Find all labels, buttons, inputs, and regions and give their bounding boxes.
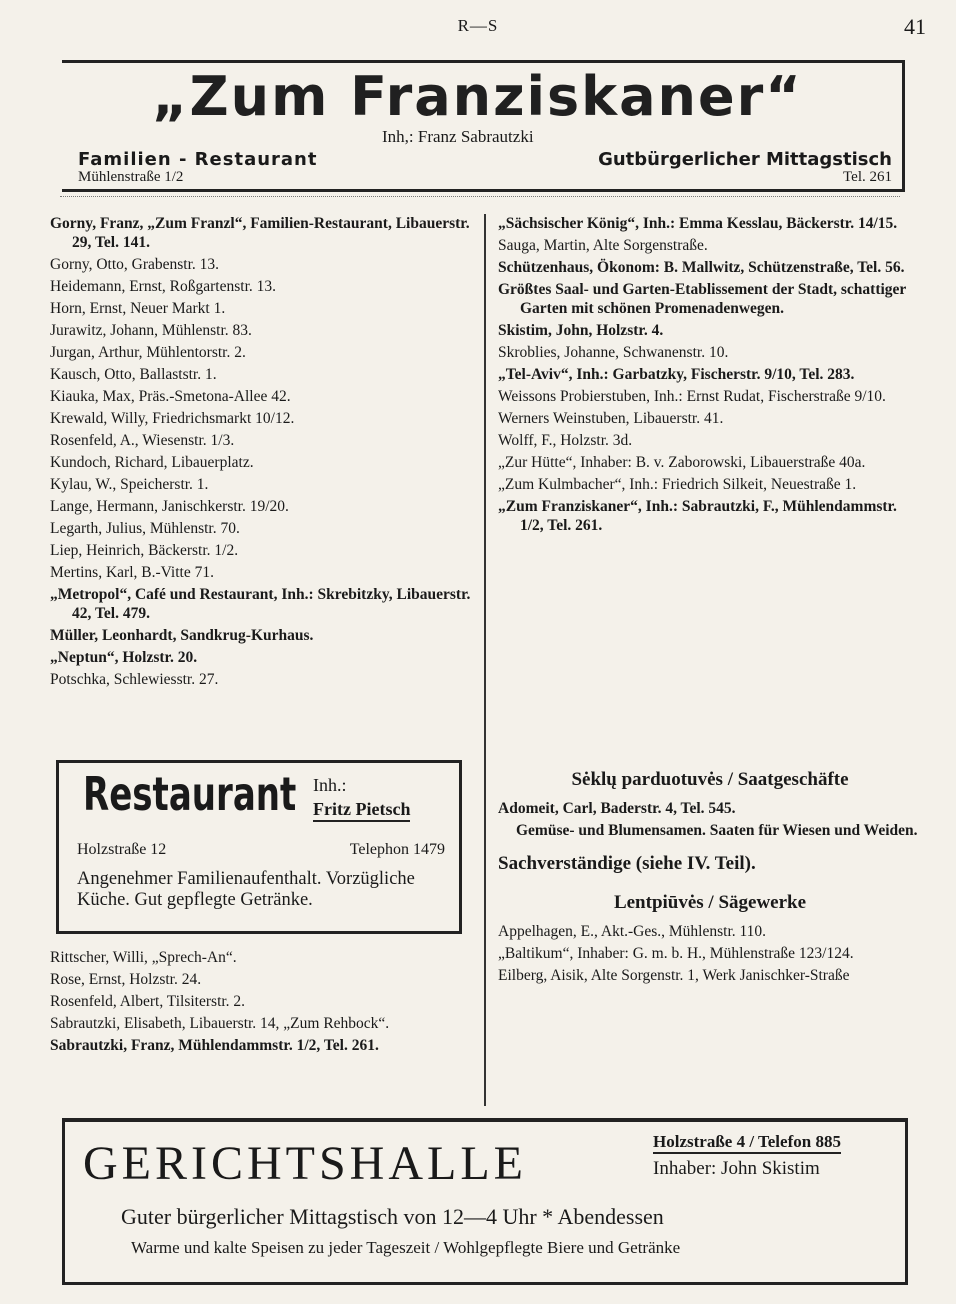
list-item: Kiauka, Max, Präs.-Smetona-Allee 42.: [50, 388, 291, 405]
list-item: Rosenfeld, Albert, Tilsiterstr. 2.: [50, 993, 246, 1010]
ad-title: „Zum Franziskaner“: [152, 65, 803, 128]
list-item: Heidemann, Ernst, Roßgartenstr. 13.: [50, 278, 276, 295]
list-item: Jurgan, Arthur, Mühlentorstr. 2.: [50, 344, 246, 361]
running-header: R—S: [457, 16, 499, 35]
list-item: Horn, Ernst, Neuer Markt 1.: [50, 300, 226, 317]
list-item: Kundoch, Richard, Libauerplatz.: [50, 454, 254, 471]
divider: [60, 196, 900, 201]
ad-address: Mühlenstraße 1/2: [78, 169, 184, 185]
ad-gerichtshalle: [62, 1118, 908, 1285]
list-item: „Neptun“, Holzstr. 20.: [50, 649, 198, 666]
list-item: Rose, Ernst, Holzstr. 24.: [50, 971, 202, 988]
right-column-lower: [498, 766, 922, 988]
ad-line-mittagstisch: Guter bürgerlicher Mittagstisch von 12—4 Uhr * Abendessen: [121, 1204, 664, 1229]
list-item: Müller, Leonhardt, Sandkrug-Kurhaus.: [50, 627, 314, 644]
ad-street: Holzstraße 12: [77, 841, 167, 858]
list-item: Adomeit, Carl, Baderstr. 4, Tel. 545.: [498, 800, 736, 817]
list-item: Sauga, Martin, Alte Sorgenstraße.: [498, 237, 708, 254]
ad-owner: Fritz Pietsch: [313, 799, 410, 822]
list-item: Rittscher, Willi, „Sprech-An“.: [50, 949, 237, 966]
list-item: Skistim, John, Holzstr. 4.: [498, 322, 664, 339]
list-item: Kylau, W., Speicherstr. 1.: [50, 476, 209, 493]
list-item: Wolff, F., Holzstr. 3d.: [498, 432, 633, 449]
ad-inh-label: Inh.:: [313, 775, 347, 795]
list-item: Krewald, Willy, Friedrichsmarkt 10/12.: [50, 410, 295, 427]
ad-title: GERICHTSHALLE: [83, 1137, 527, 1190]
ad-inhaber: Inh,: Franz Sabrautzki: [382, 127, 534, 146]
page-number: 41: [904, 14, 926, 39]
left-column-lower: [50, 948, 476, 1058]
ad-tel: Tel. 261: [843, 169, 892, 185]
ad-left-line: Familien - Restaurant: [78, 149, 318, 170]
section-heading-saegewerke: Lentpiūvės / Sägewerke: [613, 892, 807, 913]
list-item: „Tel-Aviv“, Inh.: Garbatzky, Fischerstr. 9/10, Tel. 283.: [498, 366, 855, 383]
ad-description: Angenehmer Familienaufenthalt. Vorzügliche Küche. Gut gepflegte Getränke.: [77, 869, 415, 910]
list-item: Mertins, Karl, B.-Vitte 71.: [50, 564, 214, 581]
list-item: „Zum Franziskaner“, Inh.: Sabrautzki, F., Mühlendammstr. 1/2, Tel. 261.: [498, 498, 897, 534]
right-column: [498, 214, 922, 538]
list-item: „Baltikum“, Inhaber: G. m. b. H., Mühlenstraße 123/124.: [498, 945, 854, 962]
list-item: Sabrautzki, Franz, Mühlendammstr. 1/2, Tel. 261.: [50, 1037, 379, 1054]
ad-line-speisen: Warme und kalte Speisen zu jeder Tageszeit / Wohlgepflegte Biere und Getränke: [131, 1238, 681, 1257]
list-item: „Metropol“, Café und Restaurant, Inh.: Skrebitzky, Libauerstr. 42, Tel. 479.: [50, 586, 471, 622]
list-item: Weissons Probierstuben, Inh.: Ernst Rudat, Fischerstraße 9/10.: [498, 388, 886, 405]
list-item: Potschka, Schlewiesstr. 27.: [50, 671, 219, 688]
list-item: „Sächsischer König“, Inh.: Emma Kesslau, Bäckerstr. 14/15.: [498, 215, 898, 232]
list-item: Lange, Hermann, Janischkerstr. 19/20.: [50, 498, 289, 515]
ad-right-line: Gutbürgerlicher Mittagstisch: [598, 149, 892, 170]
list-item: Jurawitz, Johann, Mühlenstr. 83.: [50, 322, 252, 339]
ad-inhaber: Inhaber: John Skistim: [653, 1158, 820, 1179]
list-item: Gemüse- und Blumensamen. Saaten für Wiesen und Weiden.: [516, 822, 918, 839]
ad-telephone: Telephon 1479: [349, 841, 445, 858]
left-column: [50, 214, 476, 692]
list-item: Gorny, Otto, Grabenstr. 13.: [50, 256, 220, 273]
section-heading-saatgeschaefte: Sėklų parduotuvės / Saatgeschäfte: [571, 769, 849, 790]
section-heading-sachverstaendige: Sachverständige (siehe IV. Teil).: [498, 853, 756, 874]
list-item: Werners Weinstuben, Libauerstr. 41.: [498, 410, 724, 427]
list-item: Rosenfeld, A., Wiesenstr. 1/3.: [50, 432, 235, 449]
list-item: Sabrautzki, Elisabeth, Libauerstr. 14, „Zum Rehbock“.: [50, 1015, 390, 1032]
list-item: Kausch, Otto, Ballaststr. 1.: [50, 366, 217, 383]
list-item: Gorny, Franz, „Zum Franzl“, Familien-Restaurant, Libauerstr. 29, Tel. 141.: [50, 215, 470, 251]
list-item: Legarth, Julius, Mühlenstr. 70.: [50, 520, 240, 537]
list-item: Schützenhaus, Ökonom: B. Mallwitz, Schützenstraße, Tel. 56.: [498, 259, 905, 276]
ad-restaurant-pietsch: [56, 760, 462, 934]
list-item: Skroblies, Johanne, Schwanenstr. 10.: [498, 344, 729, 361]
list-item: Liep, Heinrich, Bäckerstr. 1/2.: [50, 542, 239, 559]
list-item: „Zur Hütte“, Inhaber: B. v. Zaborowski, Libauerstraße 40a.: [498, 454, 866, 471]
ad-address: Holzstraße 4 / Telefon 885: [653, 1132, 841, 1154]
list-item: Größtes Saal- und Garten-Etablissement der Stadt, schattiger Garten mit schönen Promenadenwegen.: [498, 281, 907, 317]
list-item: Eilberg, Aisik, Alte Sorgenstr. 1, Werk Janischker-Straße: [498, 967, 850, 984]
ad-title: Restaurant: [83, 767, 297, 821]
ad-zum-franziskaner: [62, 60, 905, 192]
list-item: „Zum Kulmbacher“, Inh.: Friedrich Silkeit, Neuestraße 1.: [498, 476, 857, 493]
column-divider: [484, 214, 486, 1106]
list-item: Appelhagen, E., Akt.-Ges., Mühlenstr. 110.: [498, 923, 767, 940]
